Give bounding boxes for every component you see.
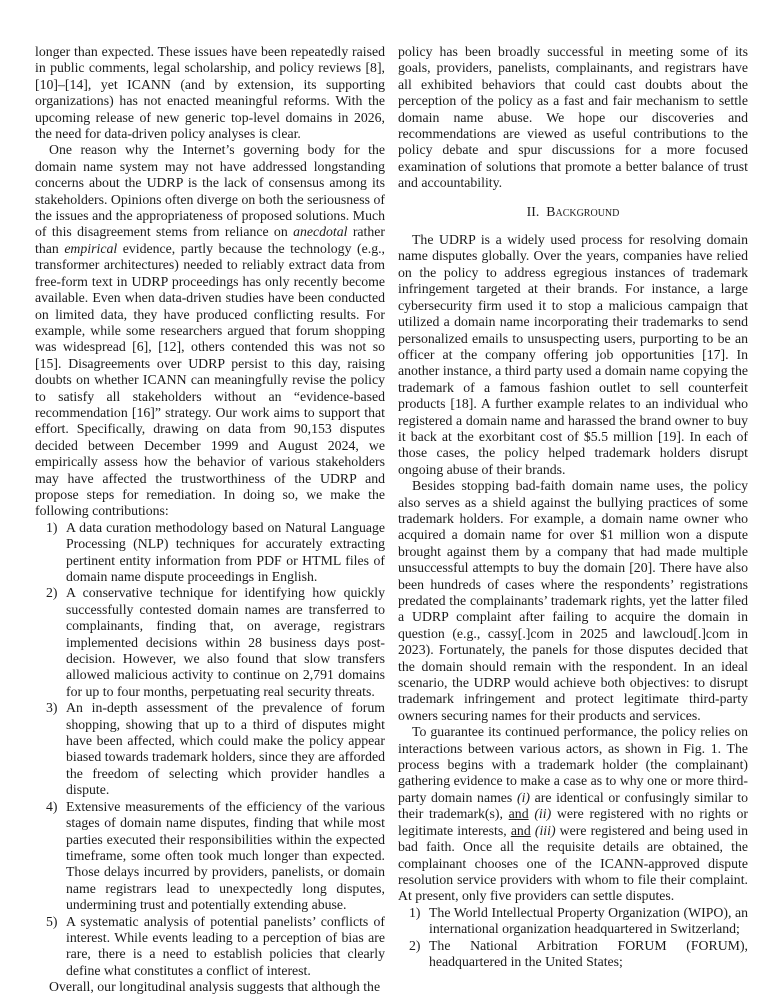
italic-marker-i: (i) [516,789,530,805]
paragraph-text: The UDRP is a widely used process for resolving domain name disputes globally. Over the years, companies have relied on the policy to address egregious instances of trademark infringement targeted at their brands. For instance, a large cybersecurity firm used it to stop a malicious campaign that utilized a domain name incorporating their trademarks to send personalized emails to unsuspecting users, purporting to be an officer at the company offering job opportunities [17]. In another instance, a third party used a domain name copying the trademark of a famous fashion outlet to sell counterfeit products [18]. A further example relates to an individual who registered a domain name and harassed the brand owner to buy it back at the exorbitant cost of $5.5 million [19]. In each of those cases, the policy helped trademark holders disrupt ongoing abuse of their brands. [398,232,748,477]
item-number: 5) [46,913,58,929]
text-segment: are identical or confusingly similar to their trademark(s), [398,789,748,822]
item-number: 4) [46,798,58,814]
paragraph-text: Overall, our longitudinal analysis suggests that although the [49,979,381,995]
left-column [35,44,385,996]
paragraph-text: longer than expected. These issues have been repeatedly raised in public comments, legal scholarship, and policy reviews [8], [10]–[14], yet ICANN (and by extension, its supporting organizations) has not enacted meaningful reforms. With the upcoming release of new generic top-level domains in 2026, the need for data-driven policy analyses is clear. [35,44,385,142]
paragraph-udrp-overview [398,232,748,478]
text-segment: were registered with no rights or legitimate interests, [398,806,748,838]
list-item-provider-wipo [398,905,748,938]
text-segment: rather than [35,224,385,256]
item-number: 1) [409,904,421,920]
item-number: 1) [46,519,58,535]
item-text: An in-depth assessment of the prevalence of forum shopping, showing that up to a third of disputes might have been affected, which could make the policy appear biased towards trademark holders, since they are afforded the freedom of selecting which provider handles a dispute. [66,700,385,798]
paragraph-continuation-right [398,44,748,192]
item-text: The World Intellectual Property Organization (WIPO), an international organization headquartered in Switzerland; [429,904,748,937]
paragraph-text: policy has been broadly successful in meeting some of its goals, providers, panelists, complainants, and registrars have all exhibited behaviors that could cast doubts about the perception of the policy as a fast and fair mechanism to settle domain name abuse. We hope our discoveries and recommendations are viewed as useful contributions to the policy debate and spur discussions for a more focused examination of solutions that promote a better balance of trust and accountability. [398,44,748,191]
paragraph-shield [398,478,748,724]
list-item-contribution-3 [35,700,385,798]
italic-term-anecdotal: anecdotal [293,224,348,240]
item-number: 2) [409,937,421,953]
text-segment: were registered and being used in bad faith. Once all the requisite details are obtained, the complainant chooses one of the ICANN-approved dispute resolution service providers with whom to file their complaint. At present, only five providers can settle disputes. [398,822,748,904]
paragraph-text: Besides stopping bad-faith domain name uses, the policy also serves as a shield against the bullying practices of some trademark holders. For example, a domain name owner who acquired a domain name for over $1 million won a dispute brought against them by a company that had made multiple unsuccessful attempts to buy the domain [20]. There have also been hundreds of cases where the respondents’ registrations predated the complainants’ trademark rights, yet the latter filed a UDRP complaint after failing to acquire the domain in question (e.g., cassy[.]com in 2025 and lawcloud[.]com in 2023). Fortunately, the panels for those disputes decided that the domain should remain with the respondent. In an ideal scenario, the UDRP would achieve both objectives: to disrupt trademark infringement and protect legitimate third-party owners securing names for their products and services. [398,478,748,723]
paragraph-overall [35,979,385,995]
section-heading-background [398,204,748,220]
list-item-contribution-1 [35,520,385,586]
list-item-contribution-4 [35,799,385,914]
item-text: The National Arbitration FORUM (FORUM), headquartered in the United States; [429,937,748,969]
contributions-list [35,520,385,979]
italic-marker-ii: (ii) [534,806,552,822]
paragraph-motivation [35,142,385,519]
text-segment: evidence, partly because the technology (e.g., transformer architectures) needed to reliably extract data from free-form text in UDRP proceedings has only recently become available. Even when data-driven studies have been conducted on limited data, they have produced conflicting results. For example, while some researchers argued that forum shopping was widespread [6], [12], others contended this was not so [15]. Disagreements over UDRP persist to this day, raising doubts on whether ICANN can meaningfully revise the policy to satisfy all stakeholders without an “evidence-based recommendation [16]” strategy. Our work aims to support that effort. Specifically, drawing on data from 90,153 disputes decided between December 1999 and August 2024, we empirically assess how the behavior of various stakeholders may have affected the trustworthiness of the UDRP and propose steps for remediation. In doing so, we make the following contributions: [35,240,385,519]
paragraph-process [398,724,748,904]
item-number: 2) [46,585,58,601]
section-number: II. [526,203,540,219]
paragraph-continuation-left [35,44,385,142]
item-number: 3) [46,700,58,716]
list-item-contribution-2 [35,585,385,700]
item-text: A conservative technique for identifying how quickly successfully contested domain names are transferred to complainants, finding that, on average, registrars implemented decisions within 28 business days post-decision. However, we also found that slow transfers allowed malicious activity to continue on 2,791 domains for up to four months, perpetuating real security threats. [66,585,385,699]
italic-term-empirical: empirical [64,240,118,256]
list-item-contribution-5 [35,914,385,980]
underlined-conjunction: and [508,806,529,822]
list-item-provider-forum [398,938,748,971]
text-segment: To guarantee its continued performance, the policy relies on interactions between various actors, as shown in Fig. 1. The process begins with a trademark holder (the complainant) gathering evidence to make a case as to why one or more third-party domain names [398,724,748,805]
text-segment: One reason why the Internet’s governing body for the domain name system may not have addressed longstanding concerns about the UDRP is the lack of consensus among its stakeholders. Opinions often diverge on both the seriousness of the issues and the appropriateness of proposed solutions. Much of this disagreement stems from reliance on [35,142,385,240]
providers-list [398,905,748,971]
right-column [398,44,748,996]
item-text: A systematic analysis of potential panelists’ conflicts of interest. While events leading to a perception of bias are rare, there is a need to establish policies that clearly define what constitutes a conflict of interest. [66,913,385,978]
item-text: Extensive measurements of the efficiency of the various stages of domain name disputes, finding that while most parties executed their responsibilities within the expected timeframe, some often took much longer than expected. Those delays incurred by providers, panelists, or domain name registrars lead to unexpectedly long disputes, undermining trust and potentially extending abuse. [66,798,385,913]
section-title: Background [546,203,620,219]
item-text: A data curation methodology based on Natural Language Processing (NLP) techniques for accurately extracting pertinent entity information from PDF or HTML files of domain name dispute proceedings in English. [66,519,385,584]
underlined-conjunction: and [510,822,531,838]
italic-marker-iii: (iii) [534,822,556,838]
